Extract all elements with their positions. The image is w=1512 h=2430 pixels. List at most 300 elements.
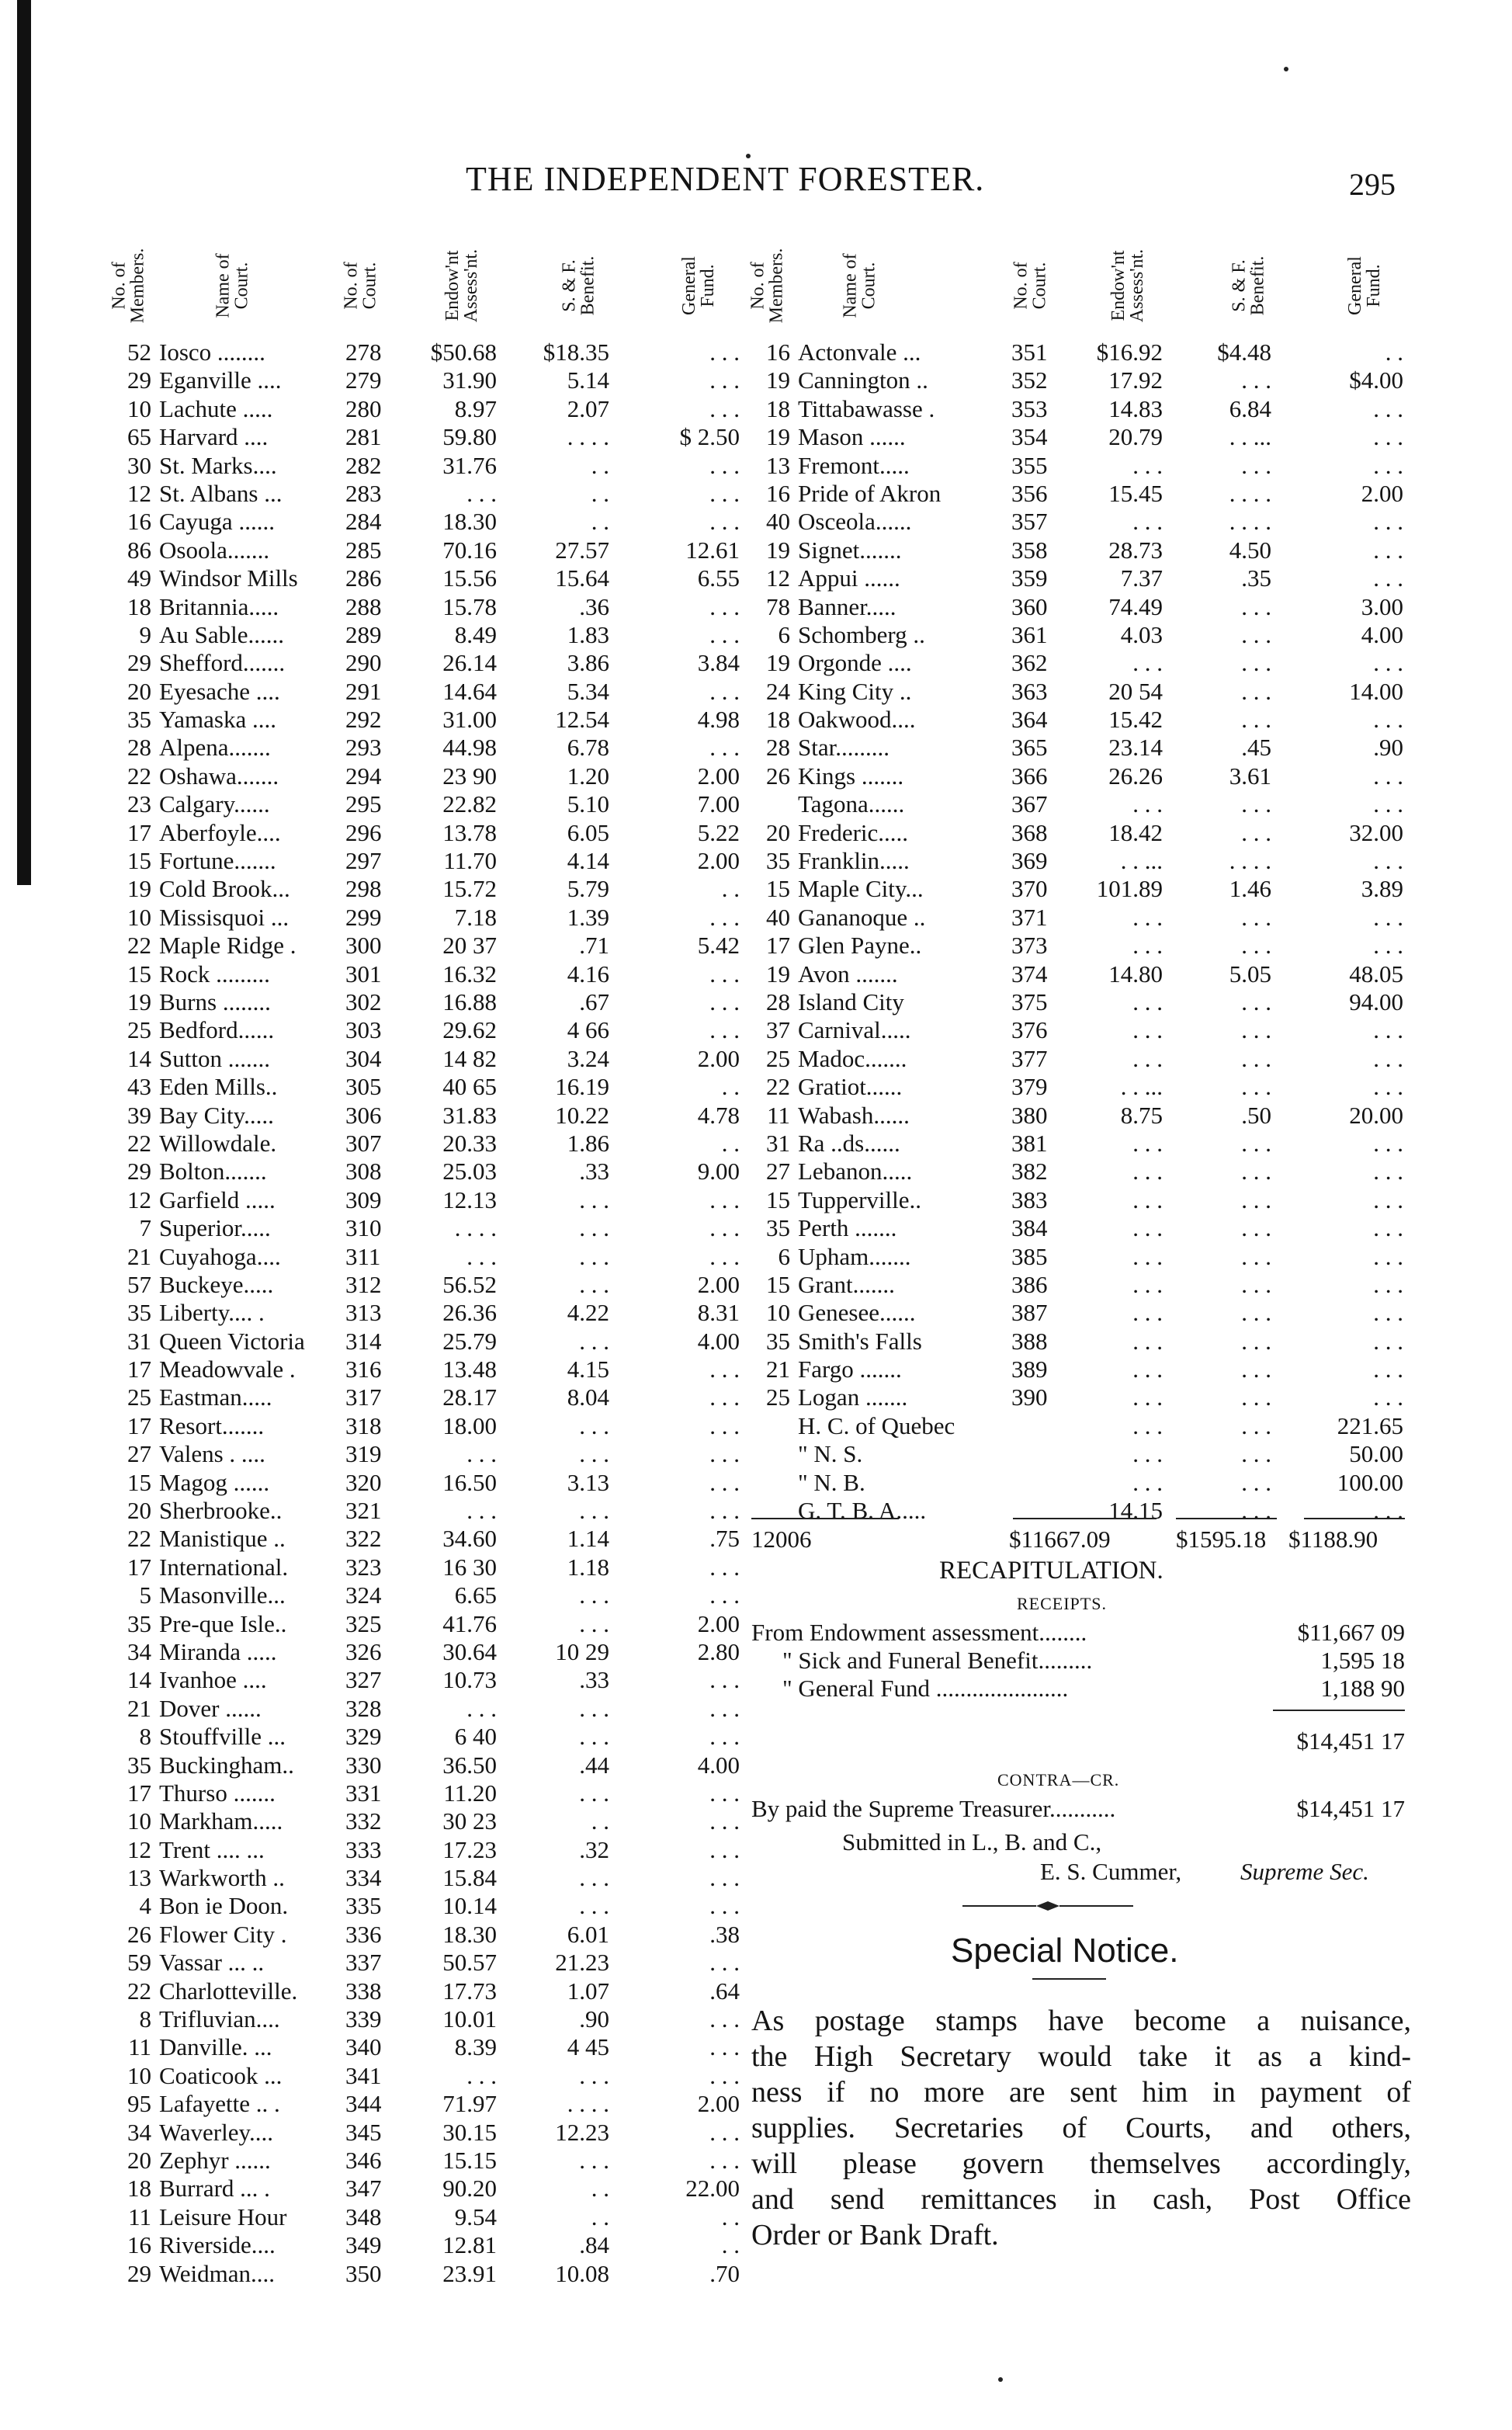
table-row [113,649,741,677]
endowment-cell: 28.17 [442,1383,497,1411]
court-number-cell: 318 [345,1411,382,1439]
endowment-cell: 6 40 [454,1723,497,1751]
court-number-cell: 335 [345,1892,382,1920]
members-cell: 78 [766,592,790,620]
table-row [751,1045,1411,1073]
receipt-line-endowment: From Endowment assessment........ [751,1619,1087,1646]
left-court-table [109,233,741,2288]
table-row [113,678,741,706]
endowment-cell: . . . [1132,1016,1163,1044]
court-name-cell: Fremont..... [798,451,910,479]
sf-benefit-cell: . . . [579,1609,609,1637]
endowment-cell: . . . [466,1440,497,1468]
general-fund-cell: 20.00 [1349,1101,1403,1129]
sf-benefit-header [555,233,602,338]
court-name-cell: Garfield ..... [159,1185,276,1213]
table-row [751,423,1411,451]
court-number-cell: 347 [345,2175,382,2203]
members-cell: 27 [766,1158,790,1185]
court-name-cell: Vassar ... .. [159,1949,265,1977]
sf-benefit-cell: 3.86 [567,649,609,677]
court-name-cell: Danville. ... [159,2033,272,2061]
total-sf-benefit: $1595.18 [1176,1526,1267,1553]
members-cell: 18 [766,394,790,422]
endowment-cell: 7.37 [1120,564,1163,592]
members-cell: 24 [766,677,790,705]
members-cell: 19 [766,649,790,677]
table-row [113,1016,741,1044]
court-number-cell: 374 [1011,960,1048,988]
members-cell: 11 [128,2033,151,2061]
table-row [113,1921,741,1949]
court-name-cell: Lebanon..... [798,1158,913,1185]
court-number-cell: 322 [345,1525,382,1553]
court-number-cell: 294 [345,762,382,790]
court-name-cell: Maple Ridge . [159,932,297,960]
court-number-cell: 295 [345,790,382,818]
general-fund-cell: 2.00 [697,847,740,875]
endowment-cell: 25.79 [442,1327,497,1355]
general-fund-cell: . . . [1373,536,1403,564]
table-row [113,1553,741,1581]
members-cell: 7 [139,1214,151,1242]
court-name-cell: Oakwood.... [798,706,916,734]
sf-benefit-cell: 10.22 [555,1101,609,1129]
general-fund-cell: . . . [1373,932,1403,960]
endowment-cell: 14 82 [442,1044,497,1072]
table-row [751,395,1411,423]
endowment-cell: . . . [1132,988,1163,1015]
members-cell: 37 [766,1016,790,1044]
sf-benefit-cell: . . . [579,1864,609,1892]
members-cell: 18 [127,2175,151,2203]
table-row [113,508,741,536]
endowment-cell: 15.84 [442,1864,497,1892]
table-row [113,932,741,960]
members-cell: 16 [766,338,790,366]
sf-benefit-cell: . . . [1241,1073,1271,1101]
members-cell: 22 [127,1525,151,1553]
endowment-header [439,233,485,338]
members-cell: 15 [127,960,151,988]
table-row [113,366,741,394]
members-cell: 29 [127,649,151,677]
sf-benefit-cell: 1.86 [567,1129,609,1157]
total-rule [1304,1518,1405,1519]
members-cell: 8 [139,1723,151,1751]
members-cell: 52 [127,338,151,366]
members-cell: 95 [127,2090,151,2118]
general-fund-cell: . . . [1373,790,1403,818]
court-number-cell: 284 [345,508,382,536]
endowment-cell: 12.81 [442,2231,497,2259]
sf-benefit-cell: . . . [1241,1016,1271,1044]
court-name-cell: Britannia..... [159,592,279,620]
court-name-cell: Masonville... [159,1581,286,1609]
endowment-cell: . . . [466,1497,497,1525]
endowment-cell: 18.42 [1108,818,1163,846]
table-row [113,1666,741,1694]
general-fund-cell: . . . [709,2005,740,2033]
sf-benefit-cell: 16.19 [555,1073,609,1101]
endowment-cell: 14.83 [1108,394,1163,422]
endowment-cell: 59.80 [442,423,497,451]
general-fund-cell: . . . [709,1779,740,1807]
sf-benefit-cell: .67 [579,988,609,1015]
members-cell: 13 [127,1864,151,1892]
endowment-cell: 15.72 [442,875,497,903]
general-fund-cell: 32.00 [1349,818,1403,846]
court-number-cell: 358 [1011,536,1048,564]
recap-rule [1273,1710,1405,1711]
court-name-cell: Mason ...... [798,423,906,451]
court-name-cell: Appui ...... [798,564,900,592]
court-name-cell: Island City [798,988,904,1015]
general-fund-cell: . . . [709,988,740,1015]
endowment-cell: 15.42 [1108,706,1163,734]
court-name-cell: Pre-que Isle.. [159,1609,287,1637]
general-fund-cell: 221.65 [1337,1411,1403,1439]
sf-benefit-cell: .71 [579,932,609,960]
table-row [113,1581,741,1609]
sf-benefit-cell: 4.16 [567,960,609,988]
endowment-cell: 31.90 [442,366,497,394]
notice-line: ness if no more are sent him in payment of [751,2076,1411,2109]
court-name-cell: Shefford....... [159,649,286,677]
endowment-header-text: Endow'nt Assess'nt. [1108,248,1147,323]
court-name-cell: Tittabawasse . [798,394,935,422]
sf-benefit-cell: . . . . [567,423,609,451]
table-row [113,1440,741,1468]
members-cell: 26 [766,762,790,790]
sf-benefit-cell: .84 [579,2231,609,2259]
members-cell: 14 [127,1666,151,1694]
endowment-cell: . . . [466,1242,497,1270]
binding-edge [17,0,31,885]
court-number-cell: 340 [345,2033,382,2061]
endowment-cell: . . . [1132,932,1163,960]
court-name-header [210,233,256,338]
table-row [751,762,1411,790]
left-table-header [109,233,741,338]
general-fund-cell: . . . [1373,1327,1403,1355]
members-cell: 6 [778,620,790,648]
general-fund-cell: .64 [709,1977,740,2005]
court-name-cell: Burrard ... . [159,2175,270,2203]
endowment-cell: 31.76 [442,451,497,479]
court-name-cell: Signet....... [798,536,902,564]
sf-benefit-cell: . . . . [1229,479,1271,507]
notice-line: supplies. Secretaries of Courts, and others, [751,2112,1411,2144]
members-cell: 4 [139,1892,151,1920]
court-number-cell: 333 [345,1835,382,1863]
general-fund-cell: 22.00 [685,2175,740,2203]
members-cell: 19 [127,988,151,1015]
sf-benefit-cell: . . . [1241,1327,1271,1355]
paid-treasurer-amount: $14,451 17 [1296,1795,1405,1822]
sf-benefit-cell: . . [591,508,609,536]
members-cell: 23 [127,790,151,818]
court-number-cell: 282 [345,451,382,479]
court-number-cell: 366 [1011,762,1048,790]
court-name-cell: Dover ...... [159,1694,262,1722]
members-cell: 59 [127,1949,151,1977]
table-row [113,1102,741,1130]
endowment-cell: . . . [1132,1440,1163,1468]
sf-benefit-cell: . . . [1241,903,1271,931]
court-name-cell: Manistique .. [159,1525,286,1553]
table-row [751,706,1411,734]
table-row [113,734,741,762]
court-name-cell: Cayuga ...... [159,508,275,536]
sf-benefit-cell: . . . [1241,677,1271,705]
sf-benefit-cell: 6.05 [567,818,609,846]
members-cell: 25 [766,1044,790,1072]
court-number-cell: 353 [1011,394,1048,422]
endowment-cell: 23.14 [1108,734,1163,762]
endowment-cell: 17.92 [1108,366,1163,394]
endowment-cell: 16.88 [442,988,497,1015]
table-row [113,960,741,988]
members-cell: 17 [127,1779,151,1807]
members-cell: 8 [139,2005,151,2033]
general-fund-cell: . . . [709,2147,740,2174]
sf-benefit-cell: 1.07 [567,1977,609,2005]
endowment-cell: 20.79 [1108,423,1163,451]
table-row [113,1695,741,1723]
court-number-cell: 369 [1011,847,1048,875]
court-name-cell: Smith's Falls [798,1327,922,1355]
court-number-cell: 311 [345,1242,381,1270]
court-number-cell: 292 [345,706,382,734]
court-name-cell: Markham..... [159,1807,283,1835]
sf-benefit-cell: . . . [579,1892,609,1920]
general-fund-header [675,233,722,338]
sf-benefit-cell: . . . [1241,649,1271,677]
court-name-cell: Eden Mills.. [159,1073,278,1101]
court-name-cell: Star......... [798,734,890,762]
endowment-cell: 31.00 [442,706,497,734]
general-fund-cell: 100.00 [1337,1468,1403,1496]
court-number-cell: 330 [345,1751,382,1779]
court-number-cell: 354 [1011,423,1048,451]
court-number-cell: 301 [345,960,382,988]
general-fund-cell: $4.00 [1349,366,1403,394]
members-cell: 65 [127,423,151,451]
general-fund-header-text: General Fund. [1345,256,1385,315]
court-name-cell: Eastman..... [159,1383,272,1411]
members-cell: 15 [766,1185,790,1213]
general-fund-cell: 3.89 [1361,875,1403,903]
endowment-cell: 23.91 [442,2259,497,2287]
general-fund-cell: . . . [1373,564,1403,592]
court-name-cell: Fortune....... [159,847,276,875]
members-cell: 40 [766,508,790,536]
general-fund-cell: . . . [1373,508,1403,536]
endowment-header [1105,233,1151,338]
court-number-cell: 341 [345,2061,382,2089]
table-row [113,2147,741,2175]
endowment-cell: . . . [1132,1158,1163,1185]
court-name-cell: Coaticook ... [159,2061,283,2089]
court-name-cell: Wabash...... [798,1101,910,1129]
table-row [751,1356,1411,1383]
court-number-cell: 280 [345,394,382,422]
general-fund-cell: . . . [709,1383,740,1411]
page-title: THE INDEPENDENT FORESTER. [466,160,985,198]
table-row [113,904,741,932]
general-fund-cell: $ 2.50 [679,423,740,451]
court-name-cell: Tupperville.. [798,1185,922,1213]
table-row [113,1638,741,1666]
court-number-cell: 388 [1011,1327,1048,1355]
court-number-cell: 278 [345,338,382,366]
court-number-cell: 350 [345,2259,382,2287]
endowment-cell: 17.73 [442,1977,497,2005]
court-number-cell: 385 [1011,1242,1048,1270]
court-name-cell: Yamaska .... [159,706,276,734]
receipts-label: RECEIPTS. [1017,1594,1107,1613]
court-number-cell: 352 [1011,366,1048,394]
members-header [744,233,790,338]
court-number-cell: 339 [345,2005,382,2033]
endowment-cell: . . ... [1120,1073,1163,1101]
table-row [113,395,741,423]
general-fund-cell: 4.78 [697,1101,740,1129]
left-table-body [113,338,741,2288]
court-number-cell: 329 [345,1723,382,1751]
members-cell: 21 [766,1356,790,1383]
general-fund-cell: . . . [1373,1073,1403,1101]
court-name-header [837,233,883,338]
court-name-cell: Au Sable...... [159,620,285,648]
general-fund-cell: . . . [709,1835,740,1863]
court-number-cell: 283 [345,479,382,507]
general-fund-cell: .70 [709,2259,740,2287]
court-number-cell: 386 [1011,1270,1048,1298]
general-fund-cell: . . . [1373,1270,1403,1298]
members-cell: 28 [766,734,790,762]
court-name-cell: Ivanhoe .... [159,1666,267,1694]
table-row [751,790,1411,818]
sf-benefit-cell: .90 [579,2005,609,2033]
sf-benefit-cell: 5.10 [567,790,609,818]
members-cell: 10 [127,394,151,422]
table-row [751,1186,1411,1214]
general-fund-cell: 50.00 [1349,1440,1403,1468]
general-fund-cell: . . . [1373,1158,1403,1185]
endowment-cell: . . ... [1120,847,1163,875]
table-row [113,564,741,592]
notice-line: will please govern themselves accordingly, [751,2147,1411,2180]
court-name-cell: Missisquoi ... [159,903,290,931]
general-fund-cell: 2.00 [697,1044,740,1072]
sf-benefit-cell: . . . [579,2061,609,2089]
general-fund-cell: .90 [1373,734,1403,762]
court-number-cell: 379 [1011,1073,1048,1101]
general-fund-cell: . . . [1373,451,1403,479]
sf-benefit-cell: . . . [579,1581,609,1609]
general-fund-cell: . . . [709,1016,740,1044]
sf-benefit-cell: . . . [1241,1129,1271,1157]
court-number-header [1007,233,1054,338]
endowment-cell: 26.26 [1108,762,1163,790]
endowment-cell: . . . [1132,1411,1163,1439]
table-row [751,593,1411,621]
court-number-cell: 297 [345,847,382,875]
table-row [113,2005,741,2033]
general-fund-cell: 2.00 [697,1609,740,1637]
table-row [113,1073,741,1101]
sf-benefit-cell: . . ... [1229,423,1271,451]
court-number-cell: 370 [1011,875,1048,903]
court-number-cell: 376 [1011,1016,1048,1044]
recap-title: RECAPITULATION. [939,1557,1163,1585]
sf-benefit-cell: 1.46 [1229,875,1271,903]
table-row [113,536,741,564]
table-row [751,480,1411,508]
table-row [751,847,1411,875]
court-number-cell: 300 [345,932,382,960]
table-row [751,1328,1411,1356]
court-name-cell: Calgary...... [159,790,270,818]
court-number-cell: 281 [345,423,382,451]
table-row [113,762,741,790]
members-cell: 16 [127,2231,151,2259]
court-name-cell: Cold Brook... [159,875,290,903]
members-cell: 6 [778,1242,790,1270]
court-name-header-text: Name of Court. [213,253,253,318]
endowment-cell: 31.83 [442,1101,497,1129]
court-name-cell: Ra ..ds...... [798,1129,900,1157]
table-row [751,621,1411,649]
sf-benefit-cell: 10.08 [555,2259,609,2287]
table-row [113,1383,741,1411]
general-fund-cell: . . . [709,1864,740,1892]
general-fund-cell: . . . [709,960,740,988]
sf-benefit-cell: .36 [579,592,609,620]
endowment-cell: . . . [1132,1356,1163,1383]
court-name-cell: Grant....... [798,1270,895,1298]
court-number-cell: 381 [1011,1129,1048,1157]
court-number-cell: 307 [345,1129,382,1157]
members-cell: 19 [127,875,151,903]
members-cell: 57 [127,1270,151,1298]
members-cell: 35 [127,1751,151,1779]
court-number-cell: 325 [345,1609,382,1637]
court-name-cell: Liberty.... . [159,1299,265,1327]
table-row [751,1299,1411,1327]
members-cell: 17 [766,932,790,960]
sf-benefit-cell: 4 66 [567,1016,609,1044]
sf-benefit-cell: 6.84 [1229,394,1271,422]
court-number-cell: 362 [1011,649,1048,677]
members-cell: 12 [127,1835,151,1863]
court-number-cell: 348 [345,2203,382,2230]
court-number-cell: 279 [345,366,382,394]
general-fund-cell: . . . [1373,903,1403,931]
sf-benefit-cell: . . . [1241,1356,1271,1383]
court-name-cell: Lafayette .. . [159,2090,280,2118]
court-name-cell: Resort....... [159,1411,265,1439]
general-fund-cell: . . . [709,1497,740,1525]
endowment-cell: 30.64 [442,1637,497,1665]
endowment-cell: 30 23 [442,1807,497,1835]
members-cell: 20 [766,818,790,846]
sf-benefit-cell: 3.13 [567,1468,609,1496]
table-row [751,819,1411,847]
paid-treasurer-line: By paid the Supreme Treasurer........... [751,1795,1116,1822]
